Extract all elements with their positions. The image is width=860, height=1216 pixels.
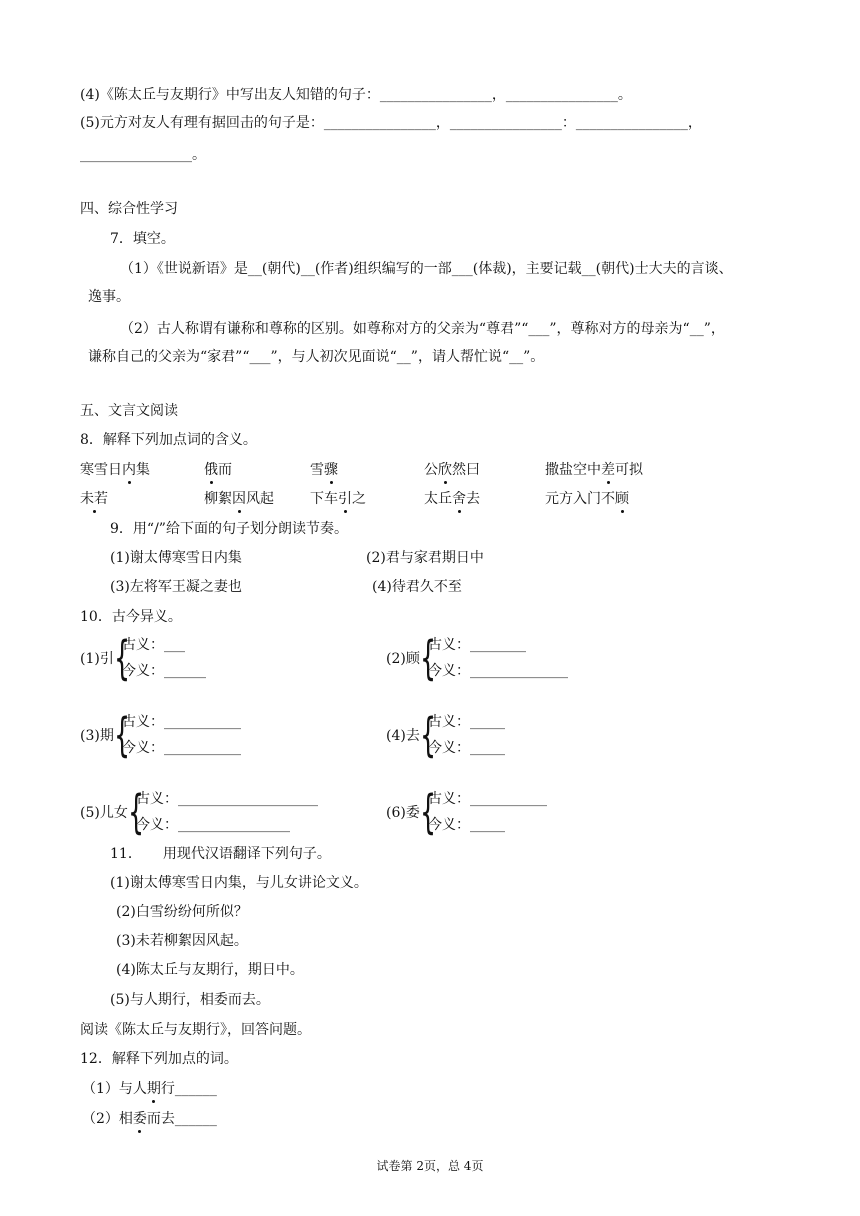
- q11-item: (3)未若柳絮因风起。: [116, 933, 248, 949]
- dotted-char: 俄: [204, 462, 218, 478]
- question-7-2-line-1: （2）古人称谓有谦称和尊称的区别。如尊称对方的父亲为“尊君”“___”，尊称对方的母亲为“__”，: [120, 321, 725, 337]
- q10-ancient: 古义：____________________: [136, 791, 318, 807]
- q8-word: [80, 490, 108, 508]
- q8-word: 柳絮因风起: [204, 491, 274, 507]
- question-4: (4)《陈太丘与友期行》中写出友人知错的句子：________________，________________。: [80, 87, 632, 103]
- dotted-char: 差: [601, 462, 615, 478]
- question-7-title: 7．填空。: [110, 231, 175, 247]
- question-5-line-2: ________________。: [80, 147, 206, 163]
- dotted-char: 引: [338, 491, 352, 507]
- page-footer: 试卷第 2页，总 4页: [376, 1159, 484, 1173]
- question-5-line-1: (5)元方对友人有理有据回击的句子是：________________，________________：________________，: [80, 115, 702, 131]
- q8-word: 太丘舍去: [424, 491, 480, 507]
- question-8-title: 8．解释下列加点词的含义。: [80, 432, 257, 448]
- q10-modern: 今义：______: [122, 663, 206, 679]
- q9-item: (3)左将军王凝之妻也: [110, 579, 242, 595]
- q10-label: (2)顾: [386, 651, 420, 667]
- q8-word: 雪骤: [310, 462, 338, 478]
- q10-ancient: 古义：_____: [428, 714, 505, 730]
- brace-icon: {: [114, 708, 131, 762]
- q11-item: (1)谢太傅寒雪日内集，与儿女讲论文义。: [110, 875, 368, 891]
- q12-item: （1）与人期行______: [82, 1081, 217, 1097]
- q10-modern: 今义：______________: [428, 663, 568, 679]
- q10-label: (4)去: [386, 728, 420, 744]
- section-4-title: 四、综合性学习: [80, 201, 178, 217]
- brace-icon: {: [128, 785, 145, 839]
- q11-item: (5)与人期行，相委而去。: [110, 992, 270, 1008]
- q10-modern: 今义：_____: [428, 740, 505, 756]
- q10-modern: 今义：_____: [428, 817, 505, 833]
- q10-label: (6)委: [386, 805, 420, 821]
- dotted-char: 内: [122, 462, 136, 478]
- dotted-char: 未若: [80, 491, 108, 507]
- question-7-1-line-2: 逸事。: [88, 289, 130, 305]
- question-7-1-line-1: （1）《世说新语》是__(朝代)__(作者)组织编写的一部___(体裁)，主要记载__(朝代)士大夫的言谈、: [120, 261, 733, 277]
- q10-ancient: 古义：___________: [122, 714, 241, 730]
- dotted-char: 委: [132, 1111, 147, 1127]
- q9-item: (2)君与家君期日中: [366, 550, 484, 566]
- q11-item: (2)白雪纷纷何所似？: [116, 904, 248, 920]
- dotted-char: 骤: [324, 462, 338, 478]
- q9-item: (4)待君久不至: [372, 579, 462, 595]
- q10-label: (5)儿女: [80, 805, 128, 821]
- q10-ancient: 古义：___: [122, 637, 185, 653]
- q8-word: 俄而: [204, 462, 232, 478]
- q8-word: 撒盐空中差可拟: [545, 462, 643, 478]
- question-11-title: 11． 用现代汉语翻译下列句子。: [110, 846, 331, 862]
- brace-icon: {: [420, 785, 437, 839]
- dotted-char: 欣: [438, 462, 452, 478]
- q10-label: (1)引: [80, 651, 114, 667]
- q8-word: 下车引之: [310, 491, 366, 507]
- q10-modern: 今义：___________: [122, 740, 241, 756]
- brace-icon: {: [420, 708, 437, 762]
- question-7-2-line-2: 谦称自己的父亲为“家君”“___”，与人初次见面说“__”，请人帮忙说“__”。: [88, 349, 545, 365]
- question-9-title: 9．用“/”给下面的句子划分朗读节奏。: [110, 521, 348, 537]
- q10-modern: 今义：________________: [136, 817, 290, 833]
- dotted-char: 顾: [615, 491, 629, 507]
- q8-word: 寒雪日内集: [80, 462, 150, 478]
- brace-icon: {: [114, 631, 131, 685]
- section-5-title: 五、文言文阅读: [80, 403, 178, 419]
- brace-icon: {: [420, 631, 437, 685]
- q10-ancient: 古义：___________: [428, 791, 547, 807]
- dotted-char: 舍: [452, 491, 466, 507]
- dotted-char: 因: [232, 491, 246, 507]
- q11-item: (4)陈太丘与友期行，期日中。: [116, 962, 304, 978]
- q8-word: 公欣然曰: [424, 462, 480, 478]
- question-10-title: 10．古今异义。: [80, 609, 182, 625]
- dotted-char: 期: [146, 1081, 161, 1097]
- q8-word: 元方入门不顾: [545, 491, 629, 507]
- q9-item: (1)谢太傅寒雪日内集: [110, 550, 242, 566]
- q10-ancient: 古义：________: [428, 637, 526, 653]
- q10-label: (3)期: [80, 728, 114, 744]
- reading-intro: 阅读《陈太丘与友期行》，回答问题。: [80, 1022, 311, 1038]
- q12-item: （2）相委而去______: [82, 1111, 217, 1127]
- question-12-title: 12．解释下列加点的词。: [80, 1051, 238, 1067]
